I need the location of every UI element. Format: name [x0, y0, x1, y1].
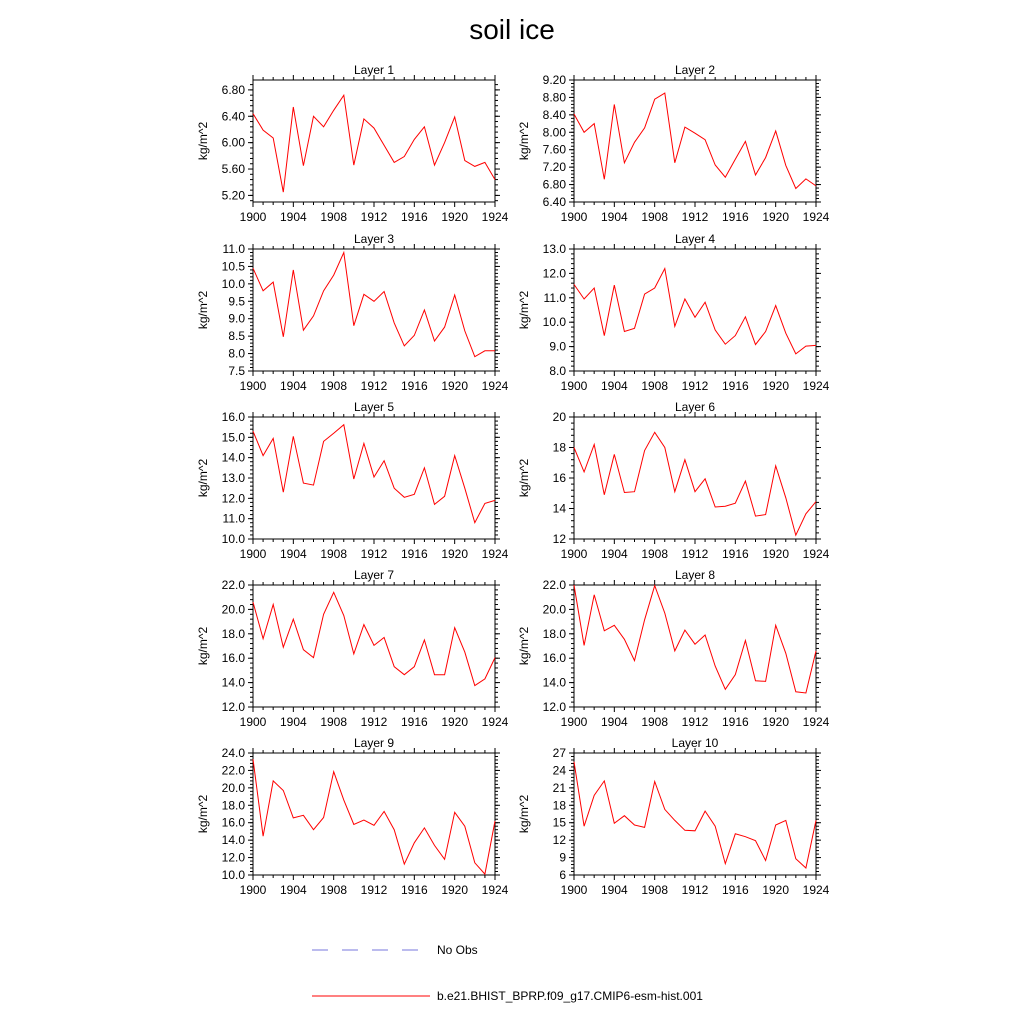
series-line: [574, 269, 816, 354]
panel-layer-9: [196, 736, 509, 897]
x-tick-label: 1916: [721, 210, 749, 224]
x-tick-label: 1920: [762, 547, 790, 561]
x-tick-label: 1900: [239, 210, 267, 224]
panel-title: Layer 5: [353, 400, 395, 414]
y-tick-label: 11.0: [543, 290, 566, 305]
y-tick-label: 7.60: [542, 142, 566, 157]
y-tick-label: 16: [552, 471, 566, 485]
y-tick-label: 7.20: [542, 160, 566, 175]
x-tick-label: 1900: [560, 715, 588, 729]
y-axis-label: kg/m^2: [517, 794, 531, 834]
x-tick-label: 1904: [279, 210, 307, 224]
y-tick-label: 6: [559, 868, 566, 882]
plot-frame: [574, 585, 816, 707]
y-tick-label: 8.0: [549, 364, 566, 378]
y-axis-label: kg/m^2: [517, 121, 531, 161]
x-tick-label: 1924: [802, 210, 830, 224]
x-tick-label: 1912: [681, 715, 709, 729]
y-tick-label: 9.20: [542, 73, 566, 87]
y-tick-label: 15: [552, 815, 566, 830]
y-tick-label: 10.5: [221, 259, 245, 274]
y-tick-label: 11.0: [222, 511, 245, 526]
y-tick-label: 10.0: [221, 868, 245, 882]
y-tick-label: 22.0: [542, 578, 566, 592]
x-tick-label: 1900: [239, 883, 267, 897]
y-tick-label: 18: [552, 798, 566, 813]
x-tick-label: 1912: [360, 715, 388, 729]
y-tick-label: 16.0: [221, 410, 245, 424]
series-line: [253, 425, 495, 523]
y-tick-label: 9.0: [549, 339, 566, 354]
y-axis-label: kg/m^2: [517, 626, 531, 666]
y-tick-label: 13.0: [221, 471, 245, 485]
x-tick-label: 1924: [802, 715, 830, 729]
x-tick-label: 1908: [641, 715, 669, 729]
x-tick-label: 1924: [481, 883, 509, 897]
legend: [312, 943, 703, 1003]
x-tick-label: 1908: [641, 883, 669, 897]
series-line: [253, 253, 495, 357]
y-tick-label: 18: [552, 440, 566, 455]
x-tick-label: 1900: [560, 210, 588, 224]
y-tick-label: 8.0: [228, 346, 245, 361]
y-axis-label: kg/m^2: [517, 290, 531, 330]
y-axis-label: kg/m^2: [517, 458, 531, 498]
y-tick-label: 20: [552, 410, 566, 424]
y-tick-label: 10.0: [542, 315, 566, 330]
x-tick-label: 1924: [481, 715, 509, 729]
y-tick-label: 16.0: [221, 815, 245, 830]
x-tick-label: 1924: [481, 379, 509, 393]
y-tick-label: 13.0: [542, 242, 566, 256]
panel-title: Layer 7: [353, 568, 395, 582]
x-tick-label: 1908: [641, 210, 669, 224]
y-tick-label: 12.0: [542, 266, 566, 281]
main-title: soil ice: [469, 14, 555, 45]
series-line: [574, 762, 816, 868]
y-tick-label: 10.0: [221, 532, 245, 546]
y-tick-label: 5.60: [221, 162, 245, 177]
y-tick-label: 14: [552, 501, 566, 516]
x-tick-label: 1904: [600, 883, 628, 897]
panel-title: Layer 9: [353, 736, 395, 750]
series-line: [574, 585, 816, 693]
x-tick-label: 1908: [320, 210, 348, 224]
y-tick-label: 8.40: [542, 107, 566, 122]
y-tick-label: 14.0: [221, 833, 245, 848]
y-tick-label: 6.00: [221, 135, 245, 150]
y-tick-label: 8.5: [228, 329, 245, 344]
x-tick-label: 1904: [279, 883, 307, 897]
y-tick-label: 20.0: [221, 602, 245, 617]
x-tick-label: 1912: [681, 210, 709, 224]
x-tick-label: 1912: [681, 883, 709, 897]
x-tick-label: 1904: [600, 379, 628, 393]
panel-title: Layer 1: [353, 63, 395, 77]
y-tick-label: 21: [552, 780, 566, 795]
y-tick-label: 9: [559, 850, 566, 865]
x-tick-label: 1916: [721, 379, 749, 393]
x-tick-label: 1912: [681, 547, 709, 561]
x-tick-label: 1916: [400, 547, 428, 561]
panel-title: Layer 8: [674, 568, 716, 582]
x-tick-label: 1912: [360, 210, 388, 224]
series-line: [574, 432, 816, 535]
panel-title: Layer 4: [674, 232, 716, 246]
y-tick-label: 12: [552, 532, 566, 546]
panel-title: Layer 3: [353, 232, 395, 246]
y-tick-label: 8.00: [542, 125, 566, 140]
panel-layer-2: [517, 63, 830, 224]
plot-frame: [253, 753, 495, 875]
x-tick-label: 1920: [762, 210, 790, 224]
x-tick-label: 1908: [320, 547, 348, 561]
x-tick-label: 1908: [641, 547, 669, 561]
y-axis-label: kg/m^2: [196, 794, 210, 834]
x-tick-label: 1920: [762, 883, 790, 897]
y-tick-label: 20.0: [221, 780, 245, 795]
x-tick-label: 1920: [441, 715, 469, 729]
panel-layer-4: [517, 232, 830, 393]
panel-layer-6: [517, 400, 830, 561]
panel-layer-1: [196, 63, 509, 224]
y-tick-label: 27: [552, 746, 566, 760]
panel-title: Layer 10: [671, 736, 719, 750]
x-tick-label: 1908: [320, 883, 348, 897]
y-tick-label: 12.0: [221, 700, 245, 714]
y-tick-label: 12.0: [542, 700, 566, 714]
x-tick-label: 1924: [802, 547, 830, 561]
x-tick-label: 1916: [400, 883, 428, 897]
x-tick-label: 1912: [360, 379, 388, 393]
x-tick-label: 1900: [239, 715, 267, 729]
y-tick-label: 6.80: [221, 82, 245, 97]
x-tick-label: 1920: [441, 210, 469, 224]
x-tick-label: 1908: [641, 379, 669, 393]
x-tick-label: 1908: [320, 715, 348, 729]
y-tick-label: 18.0: [542, 626, 566, 641]
x-tick-label: 1912: [360, 547, 388, 561]
x-tick-label: 1904: [600, 715, 628, 729]
plot-frame: [574, 249, 816, 371]
x-tick-label: 1904: [279, 547, 307, 561]
y-tick-label: 14.0: [221, 675, 245, 690]
x-tick-label: 1912: [360, 883, 388, 897]
x-tick-label: 1924: [802, 379, 830, 393]
y-tick-label: 16.0: [221, 651, 245, 666]
panel-layer-5: [196, 400, 509, 561]
series-line: [253, 759, 495, 874]
panel-title: Layer 6: [674, 400, 716, 414]
panel-layer-3: [196, 232, 509, 393]
y-tick-label: 9.5: [228, 294, 245, 309]
x-tick-label: 1908: [320, 379, 348, 393]
x-tick-label: 1920: [762, 715, 790, 729]
plot-frame: [253, 417, 495, 539]
x-tick-label: 1920: [762, 379, 790, 393]
y-tick-label: 12.0: [221, 491, 245, 506]
legend-label-no-obs: No Obs: [437, 943, 478, 957]
y-tick-label: 12.0: [221, 850, 245, 865]
series-line: [253, 592, 495, 685]
x-tick-label: 1916: [400, 210, 428, 224]
y-tick-label: 24.0: [221, 746, 245, 760]
y-axis-label: kg/m^2: [196, 626, 210, 666]
y-tick-label: 8.80: [542, 90, 566, 105]
x-tick-label: 1916: [400, 379, 428, 393]
y-tick-label: 10.0: [221, 276, 245, 291]
y-tick-label: 18.0: [221, 798, 245, 813]
y-tick-label: 11.0: [222, 242, 245, 256]
y-tick-label: 22.0: [221, 763, 245, 778]
y-tick-label: 14.0: [221, 450, 245, 465]
x-tick-label: 1900: [239, 379, 267, 393]
x-tick-label: 1904: [279, 715, 307, 729]
x-tick-label: 1916: [721, 883, 749, 897]
y-tick-label: 6.40: [542, 195, 566, 209]
plot-frame: [574, 753, 816, 875]
x-tick-label: 1920: [441, 883, 469, 897]
x-tick-label: 1900: [560, 379, 588, 393]
plot-frame: [574, 80, 816, 202]
panel-title: Layer 2: [674, 63, 716, 77]
y-axis-label: kg/m^2: [196, 458, 210, 498]
series-line: [253, 95, 495, 192]
y-tick-label: 9.0: [228, 311, 245, 326]
x-tick-label: 1916: [721, 715, 749, 729]
panel-layer-10: [517, 736, 830, 897]
x-tick-label: 1924: [802, 883, 830, 897]
panel-layer-8: [517, 568, 830, 729]
x-tick-label: 1904: [279, 379, 307, 393]
x-tick-label: 1924: [481, 210, 509, 224]
x-tick-label: 1912: [681, 379, 709, 393]
y-tick-label: 7.5: [228, 364, 245, 378]
x-tick-label: 1900: [560, 547, 588, 561]
x-tick-label: 1900: [239, 547, 267, 561]
y-tick-label: 6.80: [542, 177, 566, 192]
y-tick-label: 15.0: [221, 430, 245, 445]
x-tick-label: 1920: [441, 379, 469, 393]
y-tick-label: 20.0: [542, 602, 566, 617]
y-tick-label: 14.0: [542, 675, 566, 690]
y-tick-label: 24: [552, 763, 566, 778]
x-tick-label: 1916: [721, 547, 749, 561]
x-tick-label: 1920: [441, 547, 469, 561]
x-tick-label: 1904: [600, 210, 628, 224]
y-tick-label: 18.0: [221, 626, 245, 641]
y-tick-label: 12: [552, 833, 566, 848]
x-tick-label: 1924: [481, 547, 509, 561]
y-tick-label: 6.40: [221, 109, 245, 124]
y-tick-label: 16.0: [542, 651, 566, 666]
y-tick-label: 5.20: [221, 188, 245, 203]
y-axis-label: kg/m^2: [196, 290, 210, 330]
legend-label-model: b.e21.BHIST_BPRP.f09_g17.CMIP6-esm-hist.001: [437, 989, 703, 1003]
series-line: [574, 93, 816, 188]
panel-layer-7: [196, 568, 509, 729]
y-axis-label: kg/m^2: [196, 121, 210, 161]
x-tick-label: 1900: [560, 883, 588, 897]
y-tick-label: 22.0: [221, 578, 245, 592]
x-tick-label: 1904: [600, 547, 628, 561]
x-tick-label: 1916: [400, 715, 428, 729]
